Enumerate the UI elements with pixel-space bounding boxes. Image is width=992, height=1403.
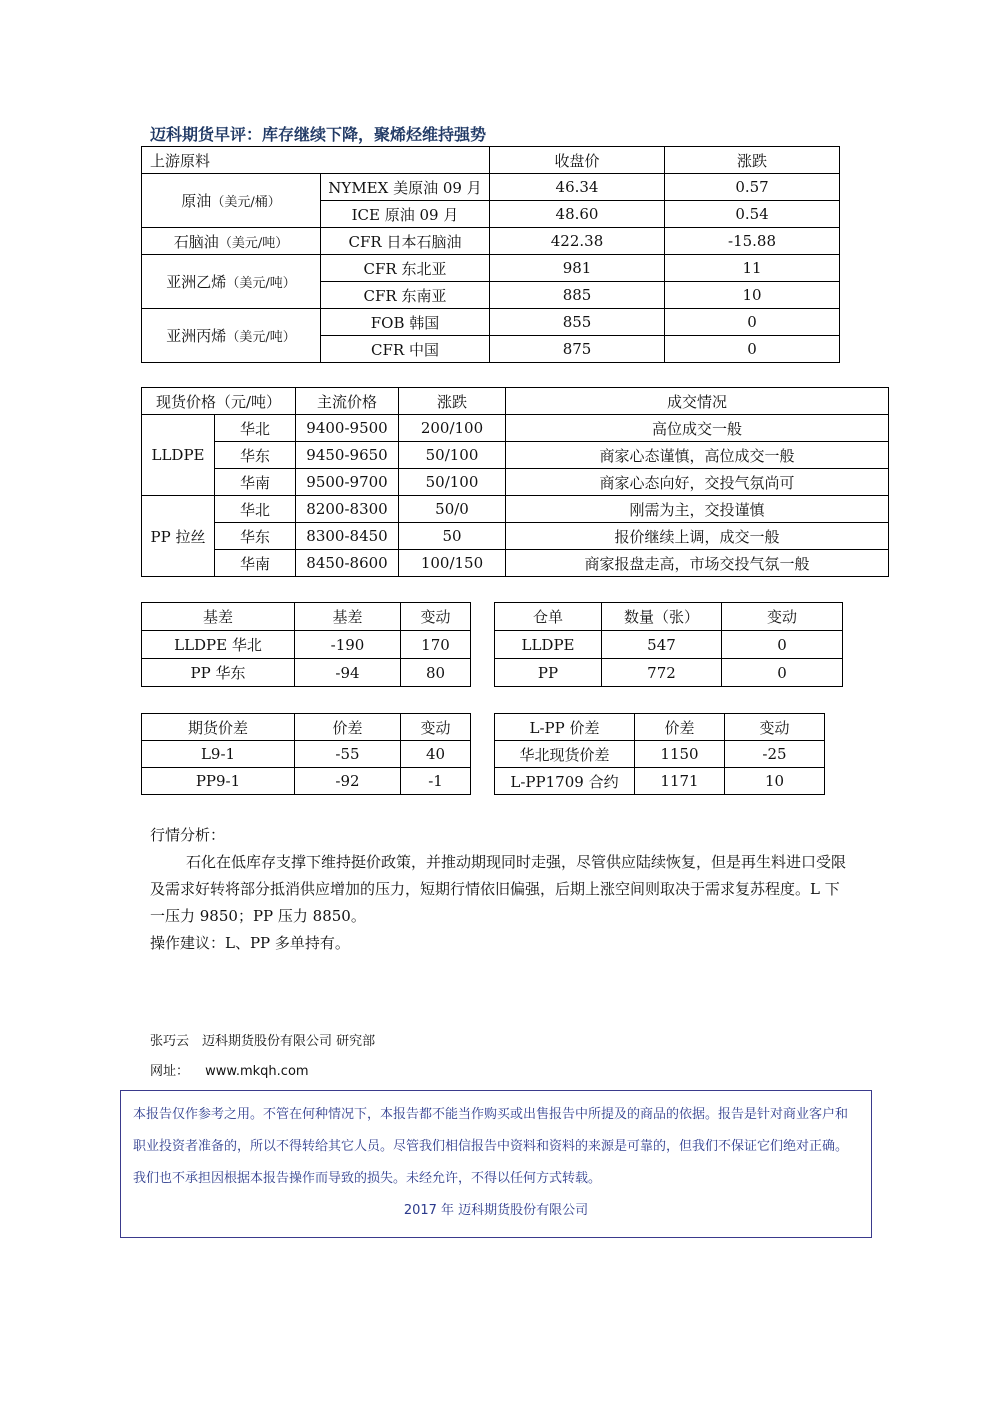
- futures-spread-cell: -1: [401, 768, 471, 795]
- upstream-change: 0.54: [665, 201, 840, 228]
- lpp-spread-cell: -25: [725, 741, 825, 768]
- spot-region: 华南: [215, 469, 296, 496]
- spot-change: 50/0: [399, 496, 506, 523]
- upstream-group-propylene: 亚洲丙烯（美元/吨）: [142, 309, 321, 363]
- disclaimer-text: 本报告仅作参考之用。不管在何种情况下，本报告都不能当作购买或出售报告中所提及的商品的依据。报告是针对商业客户和职业投资者准备的，所以不得转给其它人员。尽管我们相信报告中资料和资料的来源是可靠的，但我们不保证它们绝对正确。我们也不承担因根据本报告操作而导致的损失。未经允许，不得以任何方式转载。: [133, 1107, 849, 1186]
- website-line: [150, 1060, 309, 1079]
- spot-price: 8200-8300: [296, 496, 399, 523]
- spot-change: 200/100: [399, 415, 506, 442]
- spot-status: 商家心态向好，交投气氛尚可: [506, 469, 889, 496]
- basis-header: 基差: [142, 603, 295, 631]
- upstream-group-crude: 原油（美元/桶）: [142, 174, 321, 228]
- futures-spread-cell: 40: [401, 741, 471, 768]
- upstream-price: 981: [490, 255, 665, 282]
- basis-cell: LLDPE 华北: [142, 631, 295, 659]
- spot-region: 华东: [215, 523, 296, 550]
- basis-table: [141, 602, 471, 687]
- website-label: 网址：: [150, 1064, 190, 1079]
- operation-advice: 操作建议：L、PP 多单持有。: [150, 934, 350, 952]
- upstream-change: -15.88: [665, 228, 840, 255]
- upstream-header-label: 上游原料: [142, 147, 490, 174]
- upstream-change: 0: [665, 336, 840, 363]
- upstream-item: CFR 东南亚: [321, 282, 490, 309]
- lpp-spread-cell: 10: [725, 768, 825, 795]
- disclaimer-box: [120, 1090, 872, 1238]
- upstream-group-naphtha: 石脑油（美元/吨）: [142, 228, 321, 255]
- disclaimer-year: 2017 年 迈科期货股份有限公司: [403, 1203, 589, 1218]
- author-line: 张巧云 迈科期货股份有限公司 研究部: [150, 1034, 376, 1049]
- warehouse-header: 数量（张）: [602, 603, 722, 631]
- lpp-spread-cell: 1171: [635, 768, 725, 795]
- upstream-group-ethylene: 亚洲乙烯（美元/吨）: [142, 255, 321, 309]
- warehouse-header: 仓单: [495, 603, 602, 631]
- spot-header-label: 现货价格（元/吨）: [142, 388, 296, 415]
- spot-table: [141, 387, 889, 577]
- upstream-header-change: 涨跌: [665, 147, 840, 174]
- spot-region: 华北: [215, 496, 296, 523]
- futures-spread-header: 变动: [401, 714, 471, 741]
- basis-cell: -190: [295, 631, 401, 659]
- upstream-change: 0.57: [665, 174, 840, 201]
- spot-change: 50/100: [399, 442, 506, 469]
- upstream-item: ICE 原油 09 月: [321, 201, 490, 228]
- warehouse-cell: LLDPE: [495, 631, 602, 659]
- upstream-price: 875: [490, 336, 665, 363]
- spot-price: 9500-9700: [296, 469, 399, 496]
- futures-spread-table: [141, 713, 471, 795]
- upstream-price: 46.34: [490, 174, 665, 201]
- lpp-spread-cell: 1150: [635, 741, 725, 768]
- upstream-table: [141, 146, 840, 363]
- spot-header-price: 主流价格: [296, 388, 399, 415]
- spot-change: 50: [399, 523, 506, 550]
- basis-cell: 80: [401, 659, 471, 687]
- spot-status: 报价继续上调，成交一般: [506, 523, 889, 550]
- spot-header-status: 成交情况: [506, 388, 889, 415]
- warehouse-cell: 547: [602, 631, 722, 659]
- spot-status: 高位成交一般: [506, 415, 889, 442]
- spot-region: 华南: [215, 550, 296, 577]
- spot-price: 9400-9500: [296, 415, 399, 442]
- lpp-spread-header: 价差: [635, 714, 725, 741]
- spot-change: 50/100: [399, 469, 506, 496]
- spot-region: 华东: [215, 442, 296, 469]
- upstream-item: NYMEX 美原油 09 月: [321, 174, 490, 201]
- basis-cell: PP 华东: [142, 659, 295, 687]
- upstream-price: 855: [490, 309, 665, 336]
- lpp-spread-cell: 华北现货价差: [495, 741, 635, 768]
- upstream-item: FOB 韩国: [321, 309, 490, 336]
- spot-region: 华北: [215, 415, 296, 442]
- upstream-change: 0: [665, 309, 840, 336]
- futures-spread-cell: PP9-1: [142, 768, 295, 795]
- report-title: 迈科期货早评：库存继续下降，聚烯烃维持强势: [150, 125, 487, 144]
- spot-status: 商家心态谨慎，高位成交一般: [506, 442, 889, 469]
- basis-cell: 170: [401, 631, 471, 659]
- spot-price: 8300-8450: [296, 523, 399, 550]
- warehouse-cell: 0: [722, 659, 843, 687]
- upstream-item: CFR 东北亚: [321, 255, 490, 282]
- warehouse-cell: 0: [722, 631, 843, 659]
- warehouse-table: [494, 602, 843, 687]
- basis-cell: -94: [295, 659, 401, 687]
- upstream-change: 11: [665, 255, 840, 282]
- spot-price: 8450-8600: [296, 550, 399, 577]
- futures-spread-cell: -92: [295, 768, 401, 795]
- spot-status: 商家报盘走高，市场交投气氛一般: [506, 550, 889, 577]
- market-analysis: [150, 822, 850, 957]
- spot-status: 刚需为主，交投谨慎: [506, 496, 889, 523]
- spot-change: 100/150: [399, 550, 506, 577]
- upstream-price: 422.38: [490, 228, 665, 255]
- warehouse-header: 变动: [722, 603, 843, 631]
- basis-header: 变动: [401, 603, 471, 631]
- upstream-item: CFR 日本石脑油: [321, 228, 490, 255]
- spot-header-change: 涨跌: [399, 388, 506, 415]
- lpp-spread-table: [494, 713, 825, 795]
- analysis-heading: 行情分析：: [150, 826, 226, 844]
- spot-group-pp: PP 拉丝: [142, 496, 215, 577]
- lpp-spread-cell: L-PP1709 合约: [495, 768, 635, 795]
- upstream-change: 10: [665, 282, 840, 309]
- upstream-header-price: 收盘价: [490, 147, 665, 174]
- futures-spread-header: 价差: [295, 714, 401, 741]
- spot-group-lldpe: LLDPE: [142, 415, 215, 496]
- warehouse-cell: 772: [602, 659, 722, 687]
- upstream-item: CFR 中国: [321, 336, 490, 363]
- lpp-spread-header: 变动: [725, 714, 825, 741]
- upstream-price: 885: [490, 282, 665, 309]
- futures-spread-cell: -55: [295, 741, 401, 768]
- warehouse-cell: PP: [495, 659, 602, 687]
- spot-price: 9450-9650: [296, 442, 399, 469]
- futures-spread-cell: L9-1: [142, 741, 295, 768]
- lpp-spread-header: L-PP 价差: [495, 714, 635, 741]
- website-link[interactable]: www.mkqh.com: [205, 1064, 309, 1079]
- upstream-price: 48.60: [490, 201, 665, 228]
- basis-header: 基差: [295, 603, 401, 631]
- futures-spread-header: 期货价差: [142, 714, 295, 741]
- analysis-body: 石化在低库存支撑下维持挺价政策，并推动期现同时走强，尽管供应陆续恢复，但是再生料进口受限及需求好转将部分抵消供应增加的压力，短期行情依旧偏强，后期上涨空间则取决于需求复苏程度。L 下一压力 9850；PP 压力 8850。: [150, 853, 847, 925]
